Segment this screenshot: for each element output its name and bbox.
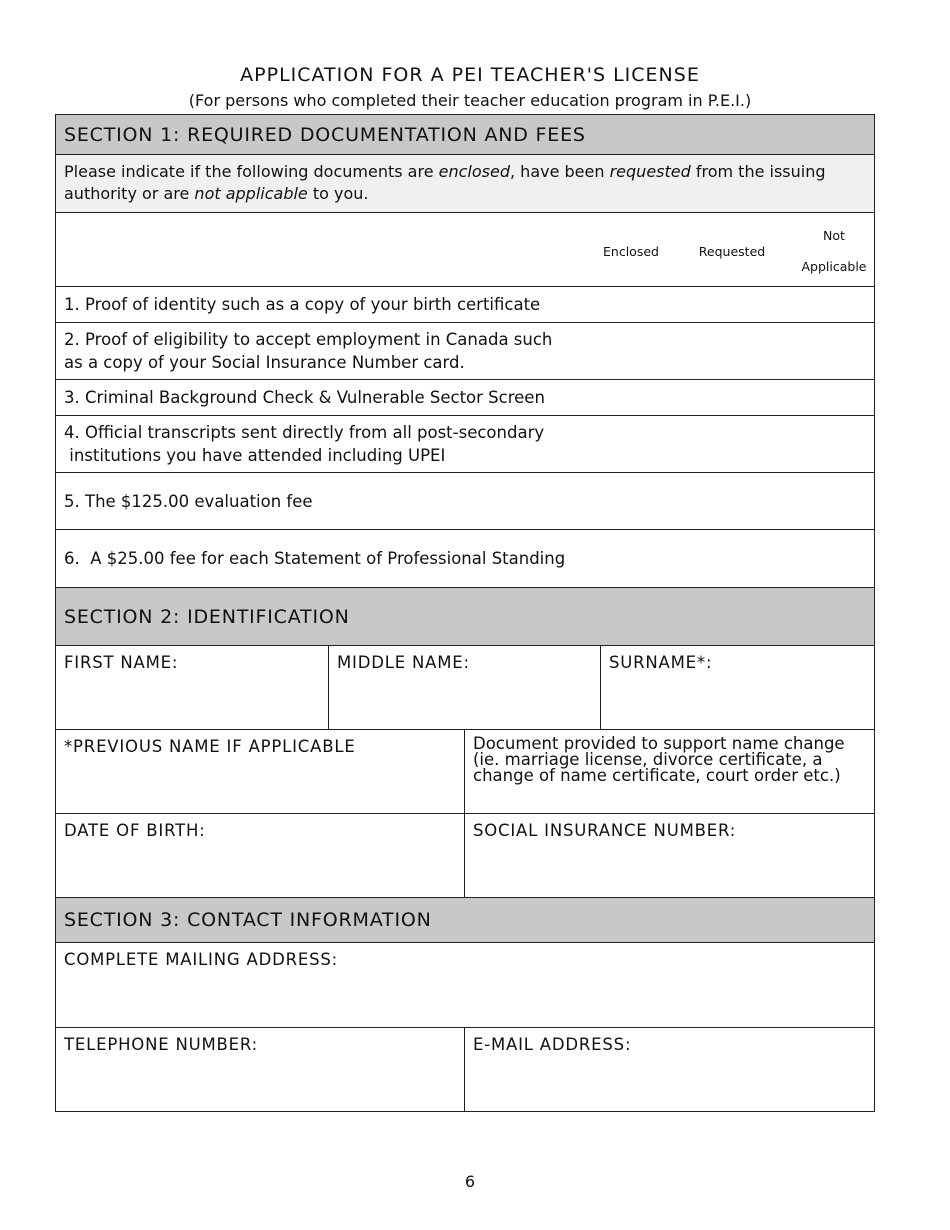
table-row	[56, 530, 875, 588]
section1-column-header-row	[56, 213, 875, 287]
previous-name-field[interactable]: *PREVIOUS NAME IF APPLICABLE	[56, 730, 465, 814]
table-row	[56, 416, 875, 473]
section1-header	[56, 115, 875, 155]
table-row	[56, 473, 875, 530]
telephone-field[interactable]: TELEPHONE NUMBER:	[56, 1028, 465, 1112]
first-name-field[interactable]: FIRST NAME:	[56, 646, 329, 730]
middle-name-field[interactable]: MIDDLE NAME:	[329, 646, 601, 730]
section1-title: SECTION 1: REQUIRED DOCUMENTATION AND FEES	[56, 115, 875, 155]
application-form	[55, 114, 875, 1112]
page-subtitle: (For persons who completed their teacher education program in P.E.I.)	[188, 91, 752, 110]
phone-email-row	[56, 1028, 875, 1112]
dob-sin-row	[56, 814, 875, 898]
document-item-1: 1. Proof of identity such as a copy of your birth certificate	[56, 287, 875, 323]
section1-instruction-row	[56, 155, 875, 213]
section3-header	[56, 898, 875, 943]
section3-title: SECTION 3: CONTACT INFORMATION	[56, 898, 875, 943]
table-row	[56, 287, 875, 323]
date-of-birth-field[interactable]: DATE OF BIRTH:	[56, 814, 465, 898]
column-not-applicable-line2: Applicable	[801, 259, 867, 274]
column-not-applicable-line1: Not	[823, 228, 845, 243]
section2-title: SECTION 2: IDENTIFICATION	[56, 588, 875, 646]
document-item-6: 6. A $25.00 fee for each Statement of Professional Standing	[56, 530, 875, 588]
document-item-5: 5. The $125.00 evaluation fee	[56, 473, 875, 530]
document-item-3: 3. Criminal Background Check & Vulnerable Sector Screen	[56, 380, 875, 416]
surname-field[interactable]: SURNAME*:	[601, 646, 875, 730]
section1-instruction: Please indicate if the following documents are enclosed, have been requested from the issuing authority or are not applicable to you.	[56, 155, 875, 213]
name-row	[56, 646, 875, 730]
email-field[interactable]: E-MAIL ADDRESS:	[465, 1028, 875, 1112]
previous-name-row	[56, 730, 875, 814]
mailing-address-field[interactable]: COMPLETE MAILING ADDRESS:	[56, 943, 875, 1028]
column-enclosed: Enclosed	[603, 244, 659, 259]
mailing-address-row	[56, 943, 875, 1028]
table-row	[56, 380, 875, 416]
name-change-document-field[interactable]: Document provided to support name change (ie. marriage license, divorce certificate, a change of name certificate, court order etc.)	[465, 730, 875, 814]
table-row	[56, 323, 875, 380]
column-requested: Requested	[698, 244, 766, 259]
page-number: 6	[464, 1172, 476, 1191]
page-title: APPLICATION FOR A PEI TEACHER'S LICENSE	[240, 64, 700, 86]
document-item-2: 2. Proof of eligibility to accept employment in Canada such as a copy of your Social Insurance Number card.	[56, 323, 875, 380]
sin-field[interactable]: SOCIAL INSURANCE NUMBER:	[465, 814, 875, 898]
document-item-4: 4. Official transcripts sent directly from all post-secondary institutions you have attended including UPEI	[56, 416, 875, 473]
section2-header	[56, 588, 875, 646]
